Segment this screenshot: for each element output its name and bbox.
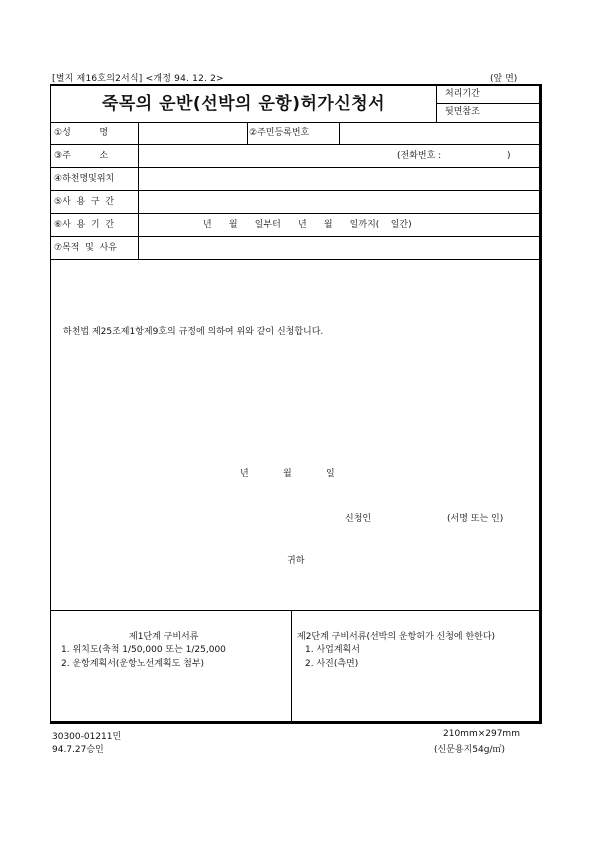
row-use-period bbox=[51, 214, 539, 237]
see-back-label: 뒷면참조 bbox=[445, 107, 480, 117]
river-location-label: ④하천명및위치 bbox=[51, 168, 139, 190]
form-title: 죽목의 운반(선박의 운항)허가신청서 bbox=[101, 94, 386, 114]
purpose-label: ⑦목적 및 사유 bbox=[51, 237, 139, 259]
title-row bbox=[51, 86, 539, 123]
processing-box bbox=[436, 86, 541, 122]
address-label: ③주 소 bbox=[51, 145, 139, 167]
page-side-label: (앞 면) bbox=[490, 74, 518, 84]
phone-label: (전화번호 : ) bbox=[397, 151, 511, 161]
applicant-label: 신청인 bbox=[345, 514, 372, 524]
resident-no-field[interactable] bbox=[340, 122, 538, 144]
first-docs-title: 제1단계 구비서류 bbox=[129, 632, 199, 642]
processing-period-label: 처리기간 bbox=[437, 86, 541, 104]
date-line: 년 월 일 bbox=[240, 469, 335, 479]
addressee-label: 귀하 bbox=[287, 556, 305, 566]
second-docs-item: 2. 사진(측면) bbox=[305, 659, 359, 669]
first-docs-item: 1. 위치도(축척 1/50,000 또는 1/25,000 bbox=[61, 645, 226, 655]
purpose-field[interactable] bbox=[139, 237, 539, 259]
name-label: ①성 명 bbox=[51, 122, 139, 144]
first-docs-item: 2. 운항계획서(운항노선계획도 첨부) bbox=[61, 659, 205, 669]
row-use-section bbox=[51, 191, 539, 214]
use-period-label: ⑥사 용 기 간 bbox=[51, 214, 139, 236]
approval-date: 94.7.27승인 bbox=[52, 745, 104, 755]
name-field[interactable] bbox=[139, 122, 247, 144]
resident-no-label: ②주민등록번호 bbox=[249, 128, 310, 138]
use-section-label: ⑤사 용 구 간 bbox=[51, 191, 139, 213]
statement-text: 하천법 제25조제1항제9호의 규정에 의하여 위와 같이 신청합니다. bbox=[63, 327, 324, 337]
signature-label: (서명 또는 인) bbox=[447, 514, 504, 524]
paper-size: 210mm×297mm bbox=[443, 729, 520, 739]
river-location-field[interactable] bbox=[139, 168, 539, 190]
row-river bbox=[51, 168, 539, 191]
row-address bbox=[51, 145, 539, 168]
use-section-field[interactable] bbox=[139, 191, 539, 213]
application-form bbox=[50, 84, 542, 724]
row-purpose bbox=[51, 237, 539, 260]
second-docs-item: 1. 사업계획서 bbox=[305, 645, 360, 655]
form-code: 30300-01211민 bbox=[52, 732, 122, 742]
second-docs-title: 제2단계 구비서류(선박의 운항허가 신청에 한한다) bbox=[297, 632, 496, 642]
required-documents bbox=[51, 610, 539, 724]
paper-type: (신문용지54g/㎡) bbox=[434, 745, 505, 755]
use-period-field[interactable]: 년 월 일부터 년 월 일까지( 일간) bbox=[203, 220, 412, 230]
row-name bbox=[51, 122, 539, 145]
address-field[interactable] bbox=[139, 145, 389, 167]
form-reference: [별지 제16호의2서식] <개정 94. 12. 2> bbox=[52, 74, 224, 84]
